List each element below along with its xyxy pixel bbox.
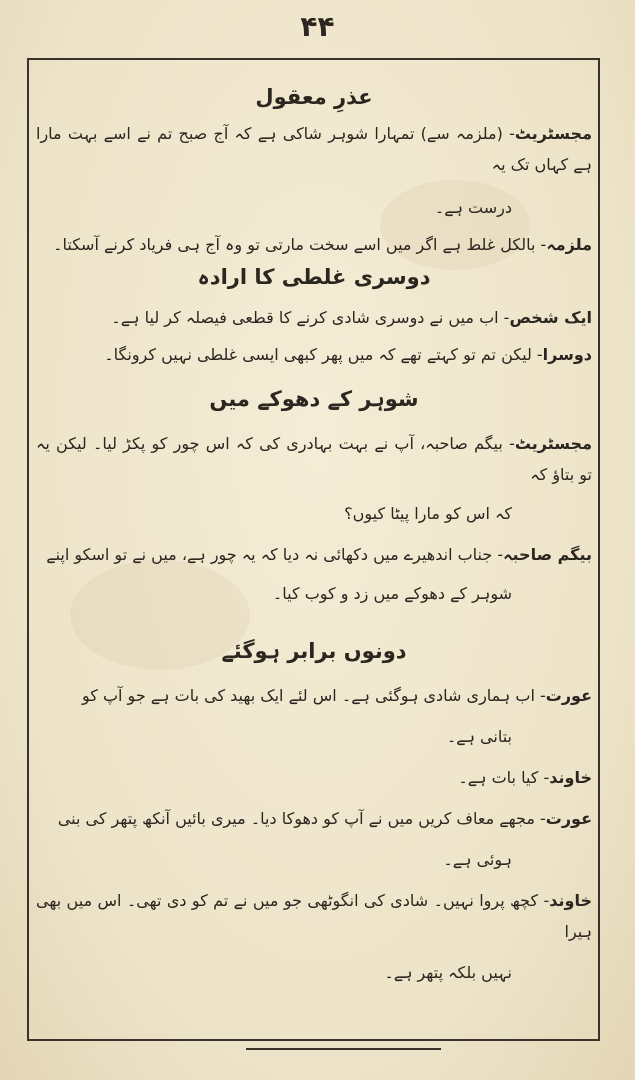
text-body <box>36 66 592 1026</box>
speaker: عورت <box>545 809 592 828</box>
dialogue-line <box>36 803 592 834</box>
dialogue-line <box>36 428 592 490</box>
line-text: - بیگم صاحبہ، آپ نے بہت بہادری کی کہ اس چور کو پکڑ لیا۔ لیکن یہ تو بتاؤ کہ <box>36 434 592 484</box>
section-heading: شوہر کے دھوکے میں <box>209 387 419 411</box>
line-continuation: ہوئی ہے۔ <box>443 850 512 869</box>
section <box>36 82 592 260</box>
line-text: - (ملزمہ سے) تمہارا شوہر شاکی ہے کہ آج صبح تم نے اسے بہت مارا ہے کہاں تک یہ <box>36 124 592 174</box>
section-heading: عذرِ معقول <box>255 85 373 109</box>
line-text: - اب میں نے دوسری شادی کرنے کا قطعی فیصلہ کر لیا ہے۔ <box>111 308 510 327</box>
line-continuation: بتانی ہے۔ <box>446 727 512 746</box>
speaker: ایک شخص <box>509 308 592 327</box>
line-text: - کچھ پروا نہیں۔ شادی کی انگوٹھی جو میں نے تم کو دی تھی۔ اس میں بھی ہیرا <box>36 891 592 941</box>
speaker: ملزمہ <box>546 235 592 254</box>
speaker: عورت <box>545 686 592 705</box>
line-text: - جناب اندھیرے میں دکھائی نہ دیا کہ یہ چور ہے، میں نے تو اسکو اپنے <box>46 545 504 564</box>
dialogue-line <box>36 302 592 333</box>
line-text: - مجھے معاف کریں میں نے آپ کو دھوکا دیا۔ میری بائیں آنکھ پتھر کی بنی <box>57 809 546 828</box>
section-heading: دونوں برابر ہوگئے <box>221 639 407 663</box>
section <box>36 384 592 609</box>
line-continuation: درست ہے۔ <box>434 198 512 217</box>
dialogue-line <box>36 680 592 711</box>
line-text: - لیکن تم تو کہتے تھے کہ میں پھر کبھی ایسی غلطی نہیں کرونگا۔ <box>104 345 543 364</box>
speaker: مجسٹریٹ <box>514 124 592 143</box>
section <box>36 262 592 370</box>
section-heading: دوسری غلطی کا ارادہ <box>197 265 431 289</box>
closing-rule <box>246 1048 441 1050</box>
speaker: دوسرا <box>542 345 592 364</box>
dialogue-line <box>36 885 592 947</box>
dialogue-line <box>36 339 592 370</box>
speaker: بیگم صاحبہ <box>503 545 592 564</box>
line-continuation: شوہر کے دھوکے میں زد و کوب کیا۔ <box>272 584 512 603</box>
line-text: - بالکل غلط ہے اگر میں اسے سخت مارتی تو وہ آج ہی فریاد کرنے آسکتا۔ <box>53 235 547 254</box>
speaker: مجسٹریٹ <box>514 434 592 453</box>
dialogue-line <box>36 118 592 180</box>
dialogue-line <box>36 762 592 793</box>
section <box>36 636 592 988</box>
line-continuation: کہ اس کو مارا پیٹا کیوں؟ <box>344 504 512 523</box>
page-number: ۴۴ <box>300 10 335 43</box>
speaker: خاوند <box>549 891 592 910</box>
line-continuation: نہیں بلکہ پتھر ہے۔ <box>384 963 512 982</box>
line-text: - کیا بات ہے۔ <box>458 768 550 787</box>
dialogue-line <box>36 229 592 260</box>
dialogue-line <box>36 539 592 570</box>
line-text: - اب ہماری شادی ہوگئی ہے۔ اس لئے ایک بھید کی بات ہے جو آپ کو <box>81 686 546 705</box>
speaker: خاوند <box>549 768 592 787</box>
